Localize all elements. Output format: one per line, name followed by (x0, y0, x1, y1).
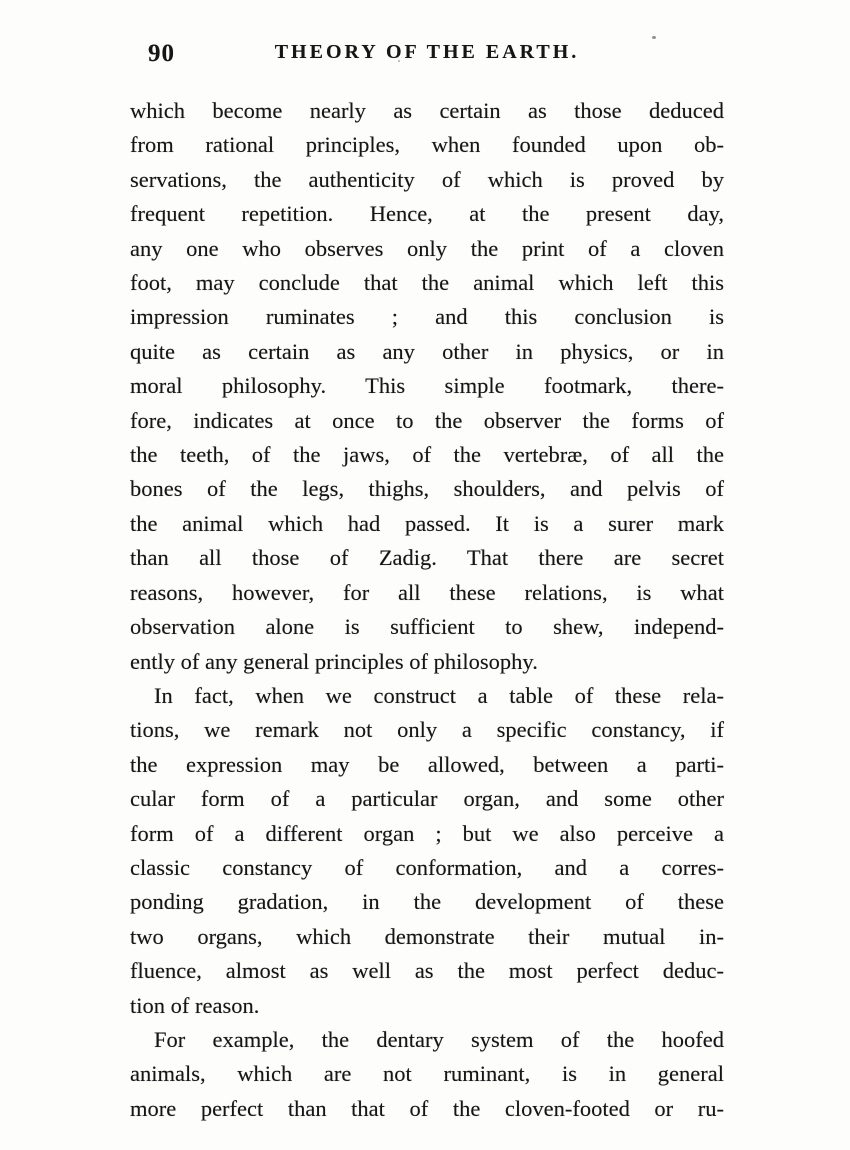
text-line: tions, we remark not only a specific constancy, if (130, 717, 724, 743)
text-line: For example, the dentary system of the hoofed (154, 1026, 724, 1052)
text-line: frequent repetition. Hence, at the present day, (130, 201, 724, 227)
running-head (130, 38, 724, 70)
text-line: classic constancy of conformation, and a corres- (130, 854, 724, 880)
scan-speck (398, 60, 400, 62)
text-line: observation alone is sufficient to shew, independ- (130, 614, 724, 640)
text-line: from rational principles, when founded upon ob- (130, 132, 724, 158)
running-head-title: THEORY OF THE EARTH. (274, 41, 580, 63)
body-text (130, 94, 724, 1126)
text-line: form of a different organ ; but we also perceive a (130, 820, 724, 846)
text-line: animals, which are not ruminant, is in general (130, 1061, 724, 1087)
text-line: fore, indicates at once to the observer the forms of (130, 407, 724, 433)
text-line: tion of reason. (130, 992, 260, 1018)
text-line: fluence, almost as well as the most perfect deduc- (130, 958, 724, 984)
text-line: ponding gradation, in the development of these (130, 889, 724, 915)
text-line: impression ruminates ; and this conclusion is (130, 304, 724, 330)
text-line: cular form of a particular organ, and some other (130, 786, 724, 812)
text-line: more perfect than that of the cloven-footed or ru- (130, 1095, 724, 1121)
text-line: reasons, however, for all these relations, is what (130, 579, 724, 605)
text-line: the animal which had passed. It is a surer mark (130, 510, 724, 536)
text-line: ently of any general principles of philosophy. (130, 648, 538, 674)
text-line: the teeth, of the jaws, of the vertebræ, of all the (130, 442, 724, 468)
text-line: any one who observes only the print of a cloven (130, 235, 724, 261)
scan-speck (652, 36, 656, 39)
text-line: servations, the authenticity of which is proved by (130, 166, 724, 192)
text-line: quite as certain as any other in physics, or in (130, 338, 724, 364)
text-line: bones of the legs, thighs, shoulders, and pelvis of (130, 476, 724, 502)
text-line: the expression may be allowed, between a parti- (130, 751, 724, 777)
text-line: foot, may conclude that the animal which left this (130, 270, 724, 296)
text-line: which become nearly as certain as those deduced (130, 98, 724, 123)
text-line: than all those of Zadig. That there are secret (130, 545, 724, 571)
text-line: In fact, when we construct a table of these rela- (154, 682, 724, 708)
text-line: two organs, which demonstrate their mutual in- (130, 923, 724, 949)
page-number: 90 (148, 40, 175, 67)
text-line: moral philosophy. This simple footmark, there- (130, 373, 724, 399)
